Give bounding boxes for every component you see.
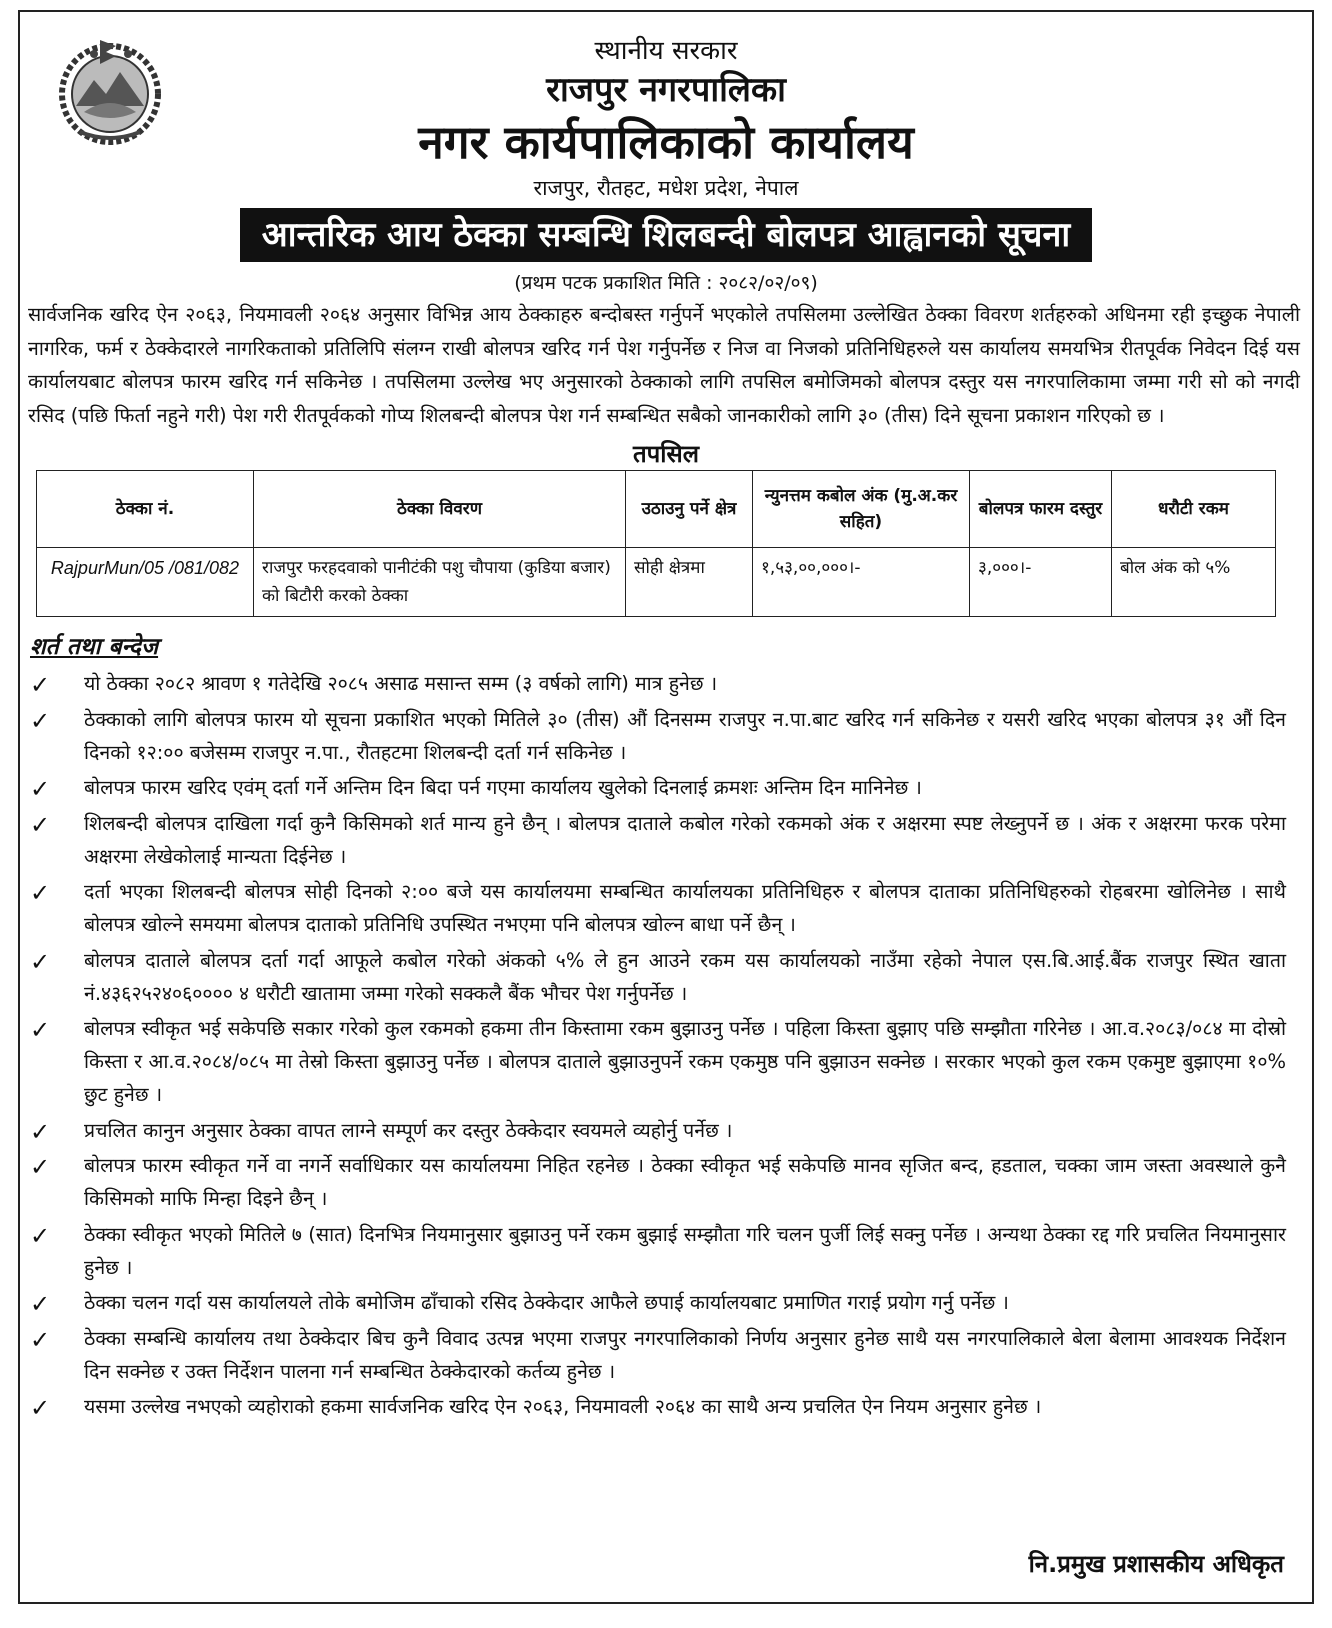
col-deposit: धरौटी रकम [1112, 471, 1276, 548]
office-name: नगर कार्यपालिकाको कार्यालय [418, 115, 914, 169]
col-form-fee: बोलपत्र फारम दस्तुर [970, 471, 1112, 548]
list-item [20, 771, 1312, 804]
condition-text: दर्ता भएका शिलबन्दी बोलपत्र सोही दिनको २:०० बजे यस कार्यालयमा सम्बन्धित कार्यालयका प्रतिनिधिहरु र बोलपत्र दाताका प्रतिनिधिहरुको रोहबरमा खोलिनेछ । साथै बोलपत्र खोल्ने समयमा बोलपत्र दाताको प्रतिनिधि उपस्थित नभएमा पनि बोलपत्र खोल्न बाधा पर्ने छैन् । [84, 880, 1286, 936]
checkmark-icon: ✓ [30, 1325, 51, 1354]
condition-text: ठेक्काको लागि बोलपत्र फारम यो सूचना प्रकाशित भएको मितिले ३० (तीस) औं दिनसम्म राजपुर न.पा.बाट खरिद गर्न सकिनेछ र यसरी खरिद भएका बोलपत्र ३१ औं दिन दिनको १२:०० बजेसम्म राजपुर न.पा., रौतहटमा शिलबन्दी दर्ता गर्न सकिनेछ । [84, 707, 1286, 764]
checkmark-icon: ✓ [30, 1016, 51, 1044]
office-address: राजपुर, रौतहट, मधेश प्रदेश, नेपाल [533, 176, 799, 200]
list-item [20, 1390, 1312, 1423]
conditions-title: शर्त तथा बन्देज [30, 634, 159, 660]
condition-text: बोलपत्र दाताले बोलपत्र दर्ता गर्दा आफूले कबोल गरेको अंकको ५% ले हुन आउने रकम यस कार्यालयको नाउँमा रहेको नेपाल एस.बि.आई.बैंक राजपुर स्थित खाता नं.४३६२५२४०६०००० ४ धरौटी खातामा जम्मा गरेको सक्कलै बैंक भौचर पेश गर्नुपर्नेछ । [84, 948, 1286, 1005]
col-area: उठाउनु पर्ने क्षेत्र [626, 471, 753, 548]
checkmark-icon: ✓ [30, 810, 51, 839]
list-item [20, 1012, 1312, 1111]
checkmark-icon: ✓ [30, 1221, 51, 1250]
header [20, 34, 1312, 298]
condition-text: बोलपत्र स्वीकृत भई सकेपछि सकार गरेको कुल रकमको हकमा तीन किस्तामा रकम बुझाउनु पर्नेछ । पहिला किस्ता बुझाए पछि सम्झौता गरिनेछ । आ.व.२०८३/०८४ मा दोस्रो किस्ता र आ.व.२०८४/०८५ मा तेस्रो किस्ता बुझाउनु पर्नेछ । बोलपत्र दाताले बुझाउनुपर्ने रकम एकमुष्ठ पनि बुझाउन सक्नेछ । सरकार भएको कुल रकम एकमुष्ट बुझाएमा १०% छुट हुनेछ । [84, 1017, 1286, 1106]
list-item [20, 1114, 1312, 1147]
notice-page [18, 10, 1314, 1604]
table-header-row [37, 471, 1276, 548]
checkmark-icon: ✓ [30, 1290, 51, 1318]
list-item [20, 667, 1312, 700]
col-contract-no: ठेक्का नं. [37, 471, 254, 548]
list-item [20, 875, 1312, 941]
condition-text: ठेक्का चलन गर्दा यस कार्यालयले तोके बमोजिम ढाँचाको रसिद ठेक्केदार आफैले छपाई कार्यालयबाट प्रमाणित गराई प्रयोग गर्नु पर्नेछ । [84, 1291, 1009, 1314]
cell-minimum-bid: १,५३,००,०००।- [753, 548, 970, 617]
list-item [20, 1218, 1312, 1284]
intro-paragraph: सार्वजनिक खरिद ऐन २०६३, नियमावली २०६४ अनुसार विभिन्न आय ठेक्काहरु बन्दोबस्त गर्नुपर्ने भएकोले तपसिलमा उल्लेखित ठेक्का विवरण शर्तहरुको अधिनमा रही इच्छुक नेपाली नागरिक, फर्म र ठेक्केदारले नागरिकताको प्रतिलिपि संलग्न राखी बोलपत्र खरिद गर्न पेश गर्नुपर्नेछ र निज वा निजको प्रतिनिधिहरुले यस कार्यालय समयभित्र रीतपूर्वक निवेदन दिई यस कार्यालयबाट बोलपत्र फारम खरिद गर्न सकिनेछ । तपसिलमा उल्लेख भए अनुसारको ठेक्काको लागि तपसिल बमोजिमको बोलपत्र दस्तुर यस नगरपालिकामा जम्मा गरी सो को नगदी रसिद (पछि फिर्ता नहुने गरी) पेश गरी रीतपूर्वकको गोप्य शिलबन्दी बोलपत्र पेश गर्न सम्बन्धित सबैको जानकारीको लागि ३० (तीस) दिने सूचना प्रकाशन गरिएको छ । [28, 303, 1300, 427]
col-contract-details: ठेक्का विवरण [254, 471, 626, 548]
checkmark-icon: ✓ [30, 775, 51, 803]
notice-title: आन्तरिक आय ठेक्का सम्बन्धि शिलबन्दी बोलपत्र आह्वानको सूचना [240, 208, 1092, 262]
checkmark-icon: ✓ [30, 1394, 51, 1422]
list-item [20, 807, 1312, 873]
list-item [20, 944, 1312, 1010]
checkmark-icon: ✓ [30, 671, 51, 699]
condition-text: बोलपत्र फारम खरिद एवंम् दर्ता गर्ने अन्तिम दिन बिदा पर्न गएमा कार्यालय खुलेको दिनलाई क्रमशः अन्तिम दिन मानिनेछ । [84, 776, 922, 799]
list-item [20, 1322, 1312, 1388]
col-minimum-bid: न्युनत्तम कबोल अंक (मु.अ.कर सहित) [753, 471, 970, 548]
condition-text: शिलबन्दी बोलपत्र दाखिला गर्दा कुनै किसिमको शर्त मान्य हुने छैन् । बोलपत्र दाताले कबोल गरेको रकमको अंक र अक्षरमा स्पष्ट लेख्नुपर्ने छ । अंक र अक्षरमा फरक परेमा अक्षरमा लेखेकोलाई मान्यता दिईनेछ । [84, 811, 1286, 868]
govt-level: स्थानीय सरकार [594, 36, 738, 66]
condition-text: ठेक्का सम्बन्धि कार्यालय तथा ठेक्केदार बिच कुनै विवाद उत्पन्न भएमा राजपुर नगरपालिकाको निर्णय अनुसार हुनेछ साथै यस नगरपालिकाले बेला बेलामा आवश्यक निर्देशन दिन सक्नेछ र उक्त निर्देशन पालना गर्न सम्बन्धित ठेक्केदारको कर्तव्य हुनेछ । [84, 1326, 1286, 1383]
checkmark-icon: ✓ [30, 879, 51, 907]
conditions-list [20, 667, 1312, 1423]
condition-text: यसमा उल्लेख नभएको व्यहोराको हकमा सार्वजनिक खरिद ऐन २०६३, नियमावली २०६४ का साथै अन्य प्रचलित ऐन नियम अनुसार हुनेछ । [84, 1395, 1042, 1418]
condition-text: बोलपत्र फारम स्वीकृत गर्ने वा नगर्ने सर्वाधिकार यस कार्यालयमा निहित रहनेछ । ठेक्का स्वीकृत भई सकेपछि मानव सृजित बन्द, हडताल, चक्का जाम जस्ता अवस्थाले कुनै किसिमको माफि मिन्हा दिइने छैन् । [84, 1154, 1286, 1210]
condition-text: यो ठेक्का २०८२ श्रावण १ गतेदेखि २०८५ असाढ मसान्त सम्म (३ वर्षको लागि) मात्र हुनेछ । [84, 672, 718, 695]
cell-contract-no: RajpurMun/05 /081/082 [37, 548, 254, 617]
condition-text: ठेक्का स्वीकृत भएको मितिले ७ (सात) दिनभित्र नियमानुसार बुझाउनु पर्ने रकम बुझाई सम्झौता गरि चलन पुर्जी लिई सक्नु पर्नेछ । अन्यथा ठेक्का रद्द गरि प्रचलित नियमानुसार हुनेछ । [84, 1222, 1286, 1279]
list-item [20, 1149, 1312, 1215]
checkmark-icon: ✓ [30, 706, 51, 735]
publication-date: (प्रथम पटक प्रकाशित मिति : २०८२/०२/०९) [514, 272, 818, 294]
cell-contract-details: राजपुर फरहदवाको पानीटंकी पशु चौपाया (कुडिया बजार) को बिटौरी करको ठेक्का [254, 548, 626, 617]
cell-area: सोही क्षेत्रमा [626, 548, 753, 617]
cell-deposit: बोल अंक को ५% [1112, 548, 1276, 617]
list-item [20, 703, 1312, 769]
cell-form-fee: ३,०००।- [970, 548, 1112, 617]
checkmark-icon: ✓ [30, 947, 51, 976]
signatory-title: नि.प्रमुख प्रशासकीय अधिकृत [1028, 1550, 1284, 1578]
municipality-name: राजपुर नगरपालिका [546, 70, 786, 110]
checkmark-icon: ✓ [30, 1117, 51, 1146]
list-item [20, 1286, 1312, 1319]
condition-text: प्रचलित कानुन अनुसार ठेक्का वापत लाग्ने सम्पूर्ण कर दस्तुर ठेक्केदार स्वयमले व्यहोर्नु पर्नेछ । [84, 1118, 733, 1142]
contract-table [36, 470, 1276, 617]
table-row [37, 548, 1276, 617]
nepal-government-emblem-icon [54, 34, 166, 146]
checkmark-icon: ✓ [30, 1153, 51, 1181]
schedule-title: तपसिल [632, 440, 700, 468]
